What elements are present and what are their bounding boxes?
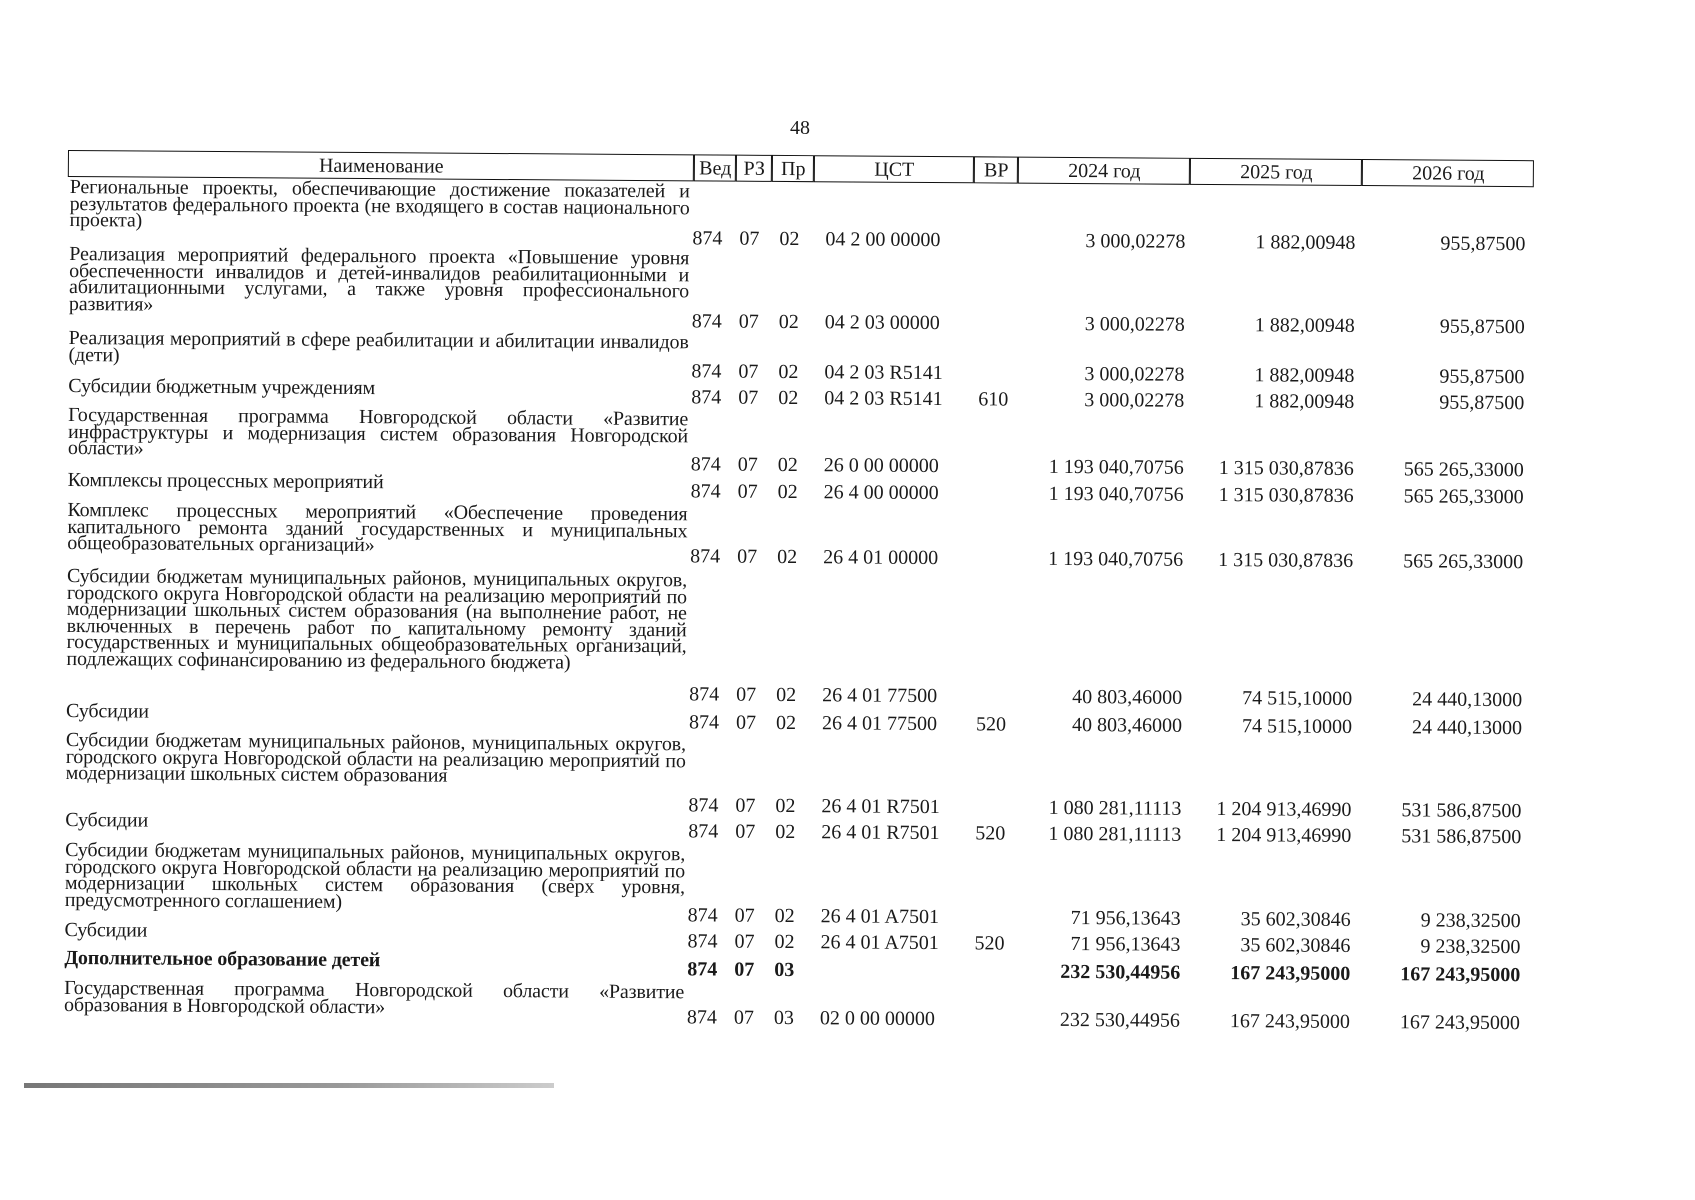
row-name: Комплексы процессных мероприятий	[67, 468, 384, 494]
row-name: Субсидии	[64, 918, 148, 942]
row-2025: 1 315 030,87836	[1218, 549, 1354, 572]
row-cst: 26 4 01 A7501	[820, 931, 939, 955]
row-name: Реализация мероприятий федерального проекта «Повышение уровня обеспеченности инвалидов и детей-инвалидов реабилитационными и абилитационными услугами, а также уровня профессионального развития»	[68, 242, 690, 316]
row-2024: 3 000,02278	[1084, 313, 1185, 336]
row-2024: 3 000,02278	[1084, 363, 1185, 386]
row-pr: 02	[777, 480, 798, 504]
row-name: Субсидии бюджетам муниципальных районов, муниципальных округов, городского округа Новгородской области на реализацию мероприятий по модернизации школьных систем образования	[65, 728, 686, 787]
row-rz: 07	[735, 794, 756, 817]
row-cst: 26 4 00 00000	[823, 481, 939, 505]
row-name: Субсидии	[66, 699, 149, 723]
row-ved: 874	[692, 227, 723, 250]
row-pr: 02	[779, 227, 800, 251]
header-2024: 2024 год	[1018, 157, 1190, 185]
row-2025: 1 204 913,46990	[1216, 824, 1352, 847]
row-name: Государственная программа Новгородской области «Развитие инфраструктуры и модернизация систем образования Новгородской области»	[67, 403, 689, 460]
row-ved: 874	[688, 794, 719, 817]
row-2025: 35 602,30846	[1240, 934, 1351, 957]
header-rz: РЗ	[736, 155, 772, 182]
row-2025: 167 243,95000	[1229, 1010, 1351, 1033]
row-cst: 04 2 03 00000	[824, 311, 940, 335]
row-2025: 1 315 030,87836	[1218, 484, 1354, 507]
row-rz: 07	[734, 958, 755, 981]
table-row	[65, 728, 1522, 823]
row-rz: 07	[733, 1006, 755, 1029]
scan-edge-artifact	[24, 1083, 554, 1088]
row-pr: 02	[778, 310, 799, 334]
row-vr: 520	[975, 822, 1006, 845]
row-rz: 07	[738, 310, 759, 333]
row-pr: 03	[774, 958, 795, 982]
row-2024: 1 080 281,11113	[1048, 796, 1182, 820]
row-2025: 1 882,00948	[1254, 314, 1355, 337]
header-2026: 2026 год	[1362, 159, 1534, 187]
row-2025: 74 515,10000	[1241, 715, 1353, 738]
row-ved: 874	[688, 711, 720, 734]
row-2025: 1 882,00948	[1254, 364, 1355, 387]
row-cst: 26 4 01 R7501	[821, 821, 940, 845]
row-pr: 02	[775, 711, 797, 735]
row-rz: 07	[735, 820, 756, 843]
row-2025: 1 204 913,46990	[1216, 798, 1352, 821]
row-rz: 07	[738, 360, 759, 383]
row-2024: 3 000,02278	[1085, 230, 1186, 253]
row-rz: 07	[737, 480, 758, 503]
row-cst: 26 4 01 77500	[822, 684, 938, 708]
row-2024: 1 080 281,11113	[1048, 822, 1182, 846]
row-name: Субсидии бюджетам муниципальных районов, муниципальных округов, городского округа Новгородской области на реализацию мероприятий по модернизации школьных систем образования (сверх уровня, предусмотренного соглашением)	[64, 838, 686, 913]
row-cst: 26 4 01 00000	[823, 546, 939, 570]
row-2026: 24 440,13000	[1412, 688, 1523, 712]
row-rz: 07	[737, 453, 758, 476]
row-2024: 71 956,13643	[1070, 933, 1181, 956]
row-pr: 02	[777, 453, 798, 477]
row-rz: 07	[734, 930, 755, 953]
row-2026: 9 238,32500	[1420, 935, 1521, 959]
row-name: Субсидии	[65, 808, 149, 832]
page-number: 48	[790, 117, 810, 139]
row-2026: 955,87500	[1440, 232, 1526, 256]
row-ved: 874	[688, 820, 719, 843]
row-2026: 531 586,87500	[1401, 825, 1522, 849]
header-name: Наименование	[68, 150, 694, 181]
row-name: Региональные проекты, обеспечивающие достижение показателей и результатов федерального проекта (не входящего в состав национального проекта)	[69, 175, 690, 232]
row-2026: 955,87500	[1439, 365, 1525, 389]
row-pr: 02	[775, 820, 796, 844]
row-name: Субсидии бюджетам муниципальных районов, муниципальных округов, городского округа Новгородской области на реализацию мероприятий по модернизации школьных систем образования (на выполнение работ, не включенных в перечень работ по капитальному ремонту зданий государственных и муниципальных общеобразовательных организаций, подлежащих софинансированию из федерального бюджета)	[66, 564, 688, 674]
row-cst: 26 4 01 77500	[821, 712, 938, 736]
row-2026: 24 440,13000	[1411, 716, 1523, 740]
row-ved: 874	[691, 360, 722, 383]
table-row	[66, 564, 1523, 712]
row-2024: 40 803,46000	[1071, 714, 1183, 737]
row-cst	[820, 981, 968, 982]
row-2024: 40 803,46000	[1072, 686, 1183, 709]
row-2024: 232 530,44956	[1059, 1008, 1181, 1032]
table-row	[68, 242, 1525, 339]
row-rz: 07	[738, 386, 759, 409]
row-rz: 07	[735, 711, 757, 734]
row-name: Субсидии бюджетным учреждениям	[68, 374, 376, 400]
row-2026: 565 265,33000	[1403, 485, 1524, 509]
row-2024: 71 956,13643	[1070, 907, 1181, 930]
row-pr: 03	[773, 1006, 795, 1030]
table-row	[64, 838, 1521, 933]
row-2026: 955,87500	[1439, 391, 1525, 415]
row-2024: 1 193 040,70756	[1048, 482, 1184, 506]
row-cst: 04 2 00 00000	[825, 228, 941, 252]
row-2025: 1 882,00948	[1255, 231, 1356, 254]
row-pr: 02	[775, 794, 796, 818]
row-vr: 610	[978, 388, 1009, 411]
row-rz: 07	[736, 683, 757, 706]
row-ved: 874	[687, 904, 718, 927]
row-ved: 874	[690, 453, 721, 476]
row-cst: 04 2 03 R5141	[824, 361, 943, 385]
row-name: Реализация мероприятий в сфере реабилитации и абилитации инвалидов (дети)	[68, 326, 689, 366]
row-rz: 07	[737, 545, 758, 568]
row-vr: 520	[975, 713, 1007, 736]
row-rz: 07	[739, 227, 760, 250]
row-2026: 167 243,95000	[1400, 963, 1521, 987]
row-pr: 02	[777, 545, 798, 569]
header-vr: ВР	[974, 156, 1018, 183]
row-2025: 1 882,00948	[1254, 390, 1355, 413]
row-pr: 02	[774, 904, 795, 928]
row-2024: 232 530,44956	[1060, 960, 1181, 984]
row-name: Комплекс процессных мероприятий «Обеспечение проведения капитального ремонта зданий государственных и муниципальных общеобразовательных организаций»	[67, 498, 688, 557]
header-2025: 2025 год	[1190, 158, 1362, 186]
row-name: Дополнительное образование детей	[64, 946, 381, 972]
row-pr: 02	[778, 386, 799, 410]
row-ved: 874	[689, 683, 720, 706]
row-cst: 26 0 00 00000	[823, 454, 939, 478]
row-vr: 520	[974, 932, 1005, 955]
row-cst: 26 4 01 R7501	[821, 795, 940, 819]
row-2024: 1 193 040,70756	[1048, 455, 1184, 479]
header-ved: Вед	[694, 154, 736, 181]
row-2026: 9 238,32500	[1420, 909, 1521, 933]
row-2025: 1 315 030,87836	[1218, 457, 1354, 480]
row-rz: 07	[734, 904, 755, 927]
row-cst: 02 0 00 00000	[819, 1007, 936, 1031]
row-2026: 955,87500	[1439, 315, 1525, 339]
row-ved: 874	[691, 386, 722, 409]
row-2024: 1 193 040,70756	[1048, 547, 1184, 571]
row-ved: 874	[687, 958, 718, 981]
row-ved: 874	[686, 1006, 718, 1029]
row-pr: 02	[774, 930, 795, 954]
row-cst: 04 2 03 R5141	[824, 387, 943, 411]
header-cst: ЦСТ	[814, 155, 974, 183]
row-2025: 74 515,10000	[1242, 687, 1353, 710]
row-2026: 565 265,33000	[1403, 550, 1524, 574]
row-2026: 531 586,87500	[1401, 799, 1522, 823]
row-ved: 874	[690, 545, 721, 568]
row-2025: 167 243,95000	[1230, 962, 1351, 985]
header-pr: Пр	[772, 155, 814, 182]
row-ved: 874	[687, 930, 718, 953]
row-2024: 3 000,02278	[1084, 389, 1185, 412]
row-ved: 874	[690, 480, 721, 503]
row-ved: 874	[691, 310, 722, 333]
row-2025: 35 602,30846	[1240, 908, 1351, 931]
row-pr: 02	[776, 683, 797, 707]
row-2026: 167 243,95000	[1399, 1011, 1521, 1035]
row-cst: 26 4 01 A7501	[820, 905, 940, 929]
row-name: Государственная программа Новгородской области «Развитие образования в Новгородской области»	[63, 976, 685, 1018]
row-2026: 565 265,33000	[1403, 458, 1524, 482]
row-pr: 02	[778, 360, 799, 384]
